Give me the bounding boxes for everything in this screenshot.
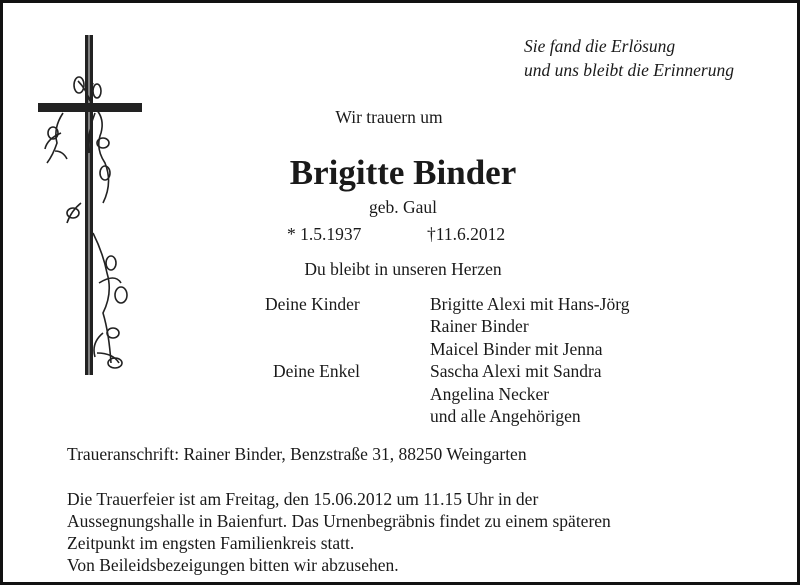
birth-date: * 1.5.1937 [287, 224, 362, 244]
maiden-name: geb. Gaul [368, 197, 438, 217]
mourner-name: Maicel Binder mit Jenna [430, 339, 603, 359]
mourner-name: Sascha Alexi mit Sandra [430, 361, 602, 381]
funeral-line: Von Beileidsbezeigungen bitten wir abzusehen. [67, 555, 399, 575]
mourner-name: Brigitte Alexi mit Hans-Jörg [430, 294, 630, 314]
funeral-line: Zeitpunkt im engsten Familienkreis statt. [67, 533, 355, 553]
funeral-line: Die Trauerfeier ist am Freitag, den 15.06.2012 um 11.15 Uhr in der [67, 489, 539, 509]
address: Traueranschrift: Rainer Binder, Benzstraße 31, 88250 Weingarten [67, 444, 527, 464]
motto-line-1: Sie fand die Erlösung [524, 36, 676, 56]
kinder-label: Deine Kinder [265, 294, 360, 314]
deceased-name: Brigitte Binder [289, 153, 517, 192]
mourner-name: und alle Angehörigen [430, 406, 581, 426]
mourner-name: Angelina Necker [430, 384, 550, 404]
intro-text: Wir trauern um [335, 107, 443, 127]
cross-with-vine-icon [33, 33, 153, 383]
mourner-name: Rainer Binder [430, 316, 529, 336]
death-date: †11.6.2012 [427, 224, 506, 244]
dedication: Du bleibt in unseren Herzen [304, 259, 502, 279]
motto-line-2: und uns bleibt die Erinnerung [524, 60, 734, 80]
enkel-label: Deine Enkel [273, 361, 360, 381]
funeral-line: Aussegnungshalle in Baienfurt. Das Urnenbegräbnis findet zu einem späteren [67, 511, 611, 531]
